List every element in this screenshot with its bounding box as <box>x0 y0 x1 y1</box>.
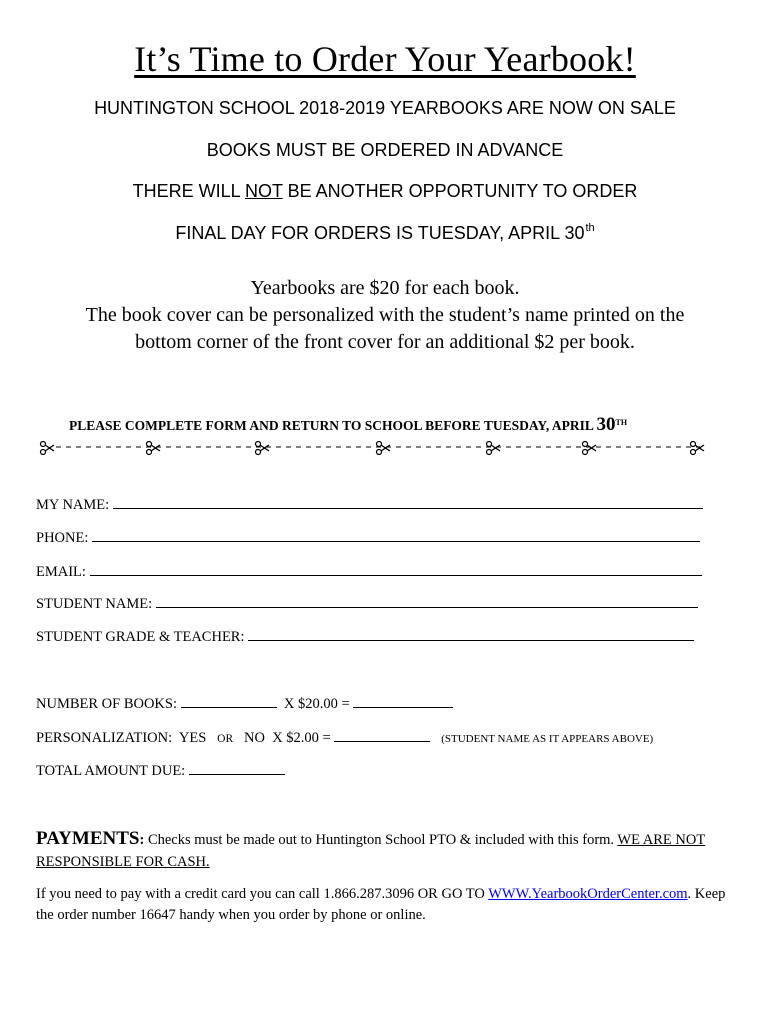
personalization-description-1: The book cover can be personalized with the student’s name printed on the <box>85 304 685 326</box>
scissors-icon <box>583 442 597 455</box>
personalization-description-2: bottom corner of the front cover for an additional $2 per book. <box>135 331 635 353</box>
final-day-text: FINAL DAY FOR ORDERS IS TUESDAY, APRIL 30 <box>175 223 585 243</box>
personalization-row <box>36 729 653 747</box>
cash-warning: WE ARE NOT RESPONSIBLE FOR CASH. <box>36 832 706 870</box>
number-of-books-row <box>36 695 453 713</box>
number-of-books-field[interactable] <box>181 695 277 708</box>
phone-field[interactable] <box>92 529 700 542</box>
personalization-subtotal-field[interactable] <box>334 729 430 742</box>
phone-row <box>36 529 700 547</box>
credit-card-info <box>36 884 726 926</box>
scissors-icon <box>41 442 55 455</box>
page-title: It’s Time to Order Your Yearbook! <box>134 39 636 79</box>
credit-card-text: If you need to pay with a credit card you can call 1.866.287.3096 OR GO TO <box>36 886 489 902</box>
personalization-price-label: X $2.00 = <box>272 730 331 746</box>
instructions-suffix: TH <box>615 418 628 427</box>
email-label: EMAIL: <box>36 564 86 580</box>
my-name-field[interactable] <box>113 496 703 509</box>
cut-line <box>36 438 708 456</box>
notice-emphasis: NOT <box>244 181 283 201</box>
notice-text-post: BE ANOTHER OPPORTUNITY TO ORDER <box>282 181 638 201</box>
sale-announcement: HUNTINGTON SCHOOL 2018-2019 YEARBOOKS ARE NOW ON SALE <box>94 98 676 118</box>
order-number-text: . Keep the order number 16647 handy when you order by phone or online. <box>36 886 726 923</box>
email-field[interactable] <box>90 563 702 576</box>
student-grade-field[interactable] <box>248 628 694 641</box>
total-due-field[interactable] <box>189 762 285 775</box>
personalization-label: PERSONALIZATION: <box>36 730 173 746</box>
scissors-icon <box>377 442 391 455</box>
student-name-row <box>36 595 698 613</box>
total-due-row <box>36 762 285 780</box>
scissors-icon <box>256 442 270 455</box>
instructions-day: 30 <box>596 414 616 435</box>
student-name-label: STUDENT NAME: <box>36 596 153 612</box>
payments-colon: : <box>139 832 145 848</box>
books-subtotal-field[interactable] <box>353 695 453 708</box>
payments-label: PAYMENTS <box>36 828 140 849</box>
personalization-no-option[interactable]: NO <box>244 730 265 746</box>
advance-order-notice: BOOKS MUST BE ORDERED IN ADVANCE <box>206 140 564 160</box>
scissors-icon <box>147 442 161 455</box>
personalization-yes-option[interactable]: YES <box>178 730 207 746</box>
phone-label: PHONE: <box>36 530 89 546</box>
payments-text: Checks must be made out to Huntington School PTO & included with this form. <box>144 832 618 848</box>
books-price-label: X $20.00 = <box>283 696 350 712</box>
number-of-books-label: NUMBER OF BOOKS: <box>36 696 177 712</box>
order-center-link[interactable]: WWW.YearbookOrderCenter.com <box>488 886 688 902</box>
student-grade-label: STUDENT GRADE & TEACHER: <box>36 629 245 645</box>
total-due-label: TOTAL AMOUNT DUE: <box>36 763 186 779</box>
no-other-opportunity-notice <box>0 181 770 202</box>
email-row <box>36 563 702 581</box>
student-name-field[interactable] <box>156 595 698 608</box>
my-name-row <box>36 496 703 514</box>
payments-section <box>36 828 726 873</box>
scissors-icon <box>487 442 501 455</box>
personalization-or: OR <box>217 733 234 745</box>
price-line: Yearbooks are $20 for each book. <box>250 277 520 299</box>
personalization-note: (STUDENT NAME AS IT APPEARS ABOVE) <box>441 733 654 745</box>
scissors-icon <box>691 442 705 455</box>
student-grade-row <box>36 628 694 646</box>
instructions-text: PLEASE COMPLETE FORM AND RETURN TO SCHOOL BEFORE TUESDAY, APRIL <box>69 418 597 433</box>
final-day-suffix: th <box>585 222 595 234</box>
return-instructions <box>69 414 627 436</box>
my-name-label: MY NAME: <box>36 497 110 513</box>
final-day-notice <box>0 222 770 244</box>
notice-text-pre: THERE WILL <box>132 181 245 201</box>
